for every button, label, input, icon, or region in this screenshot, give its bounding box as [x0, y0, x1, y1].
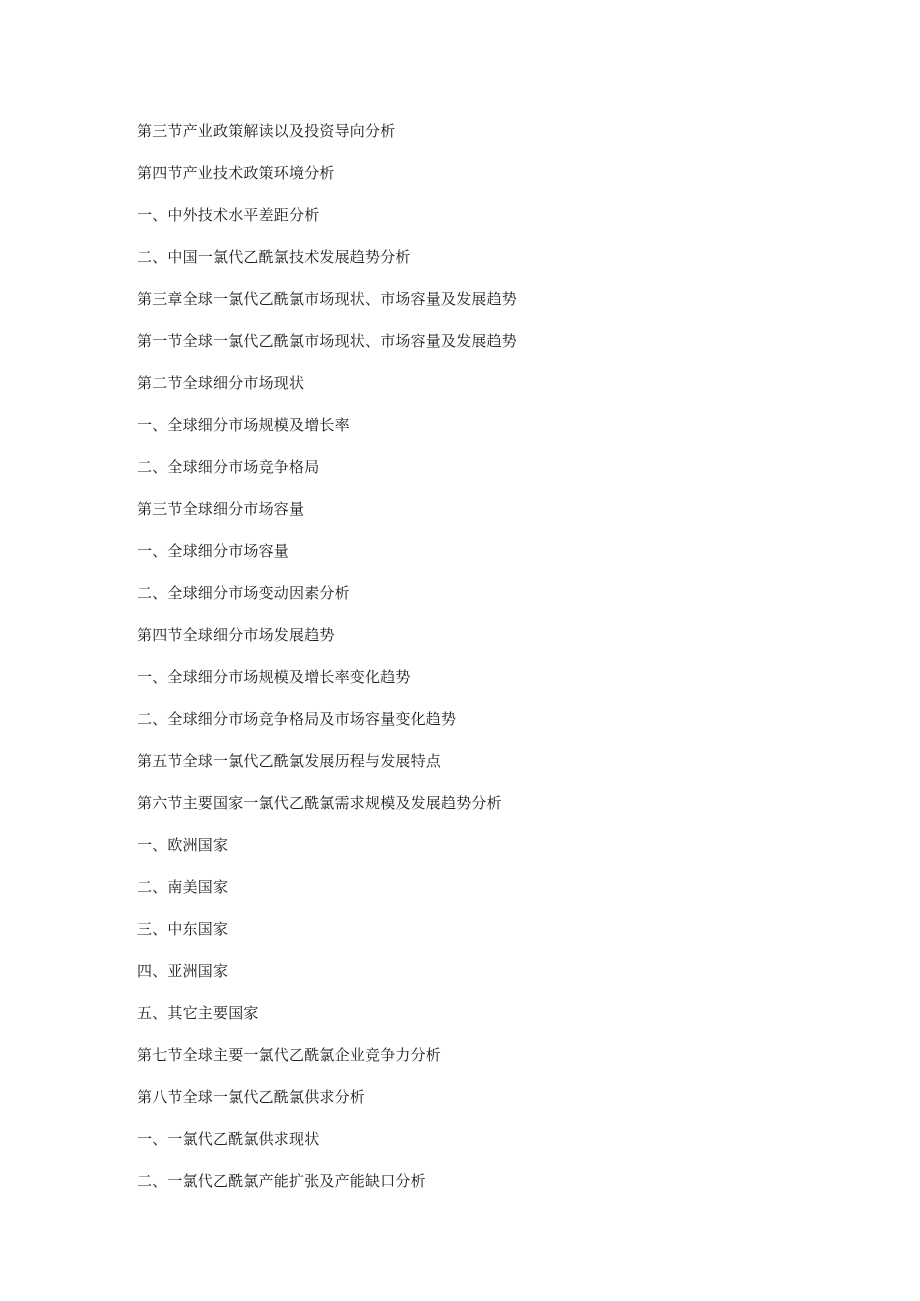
toc-line: 第七节全球主要一氯代乙酰氯企业竞争力分析 — [137, 1046, 442, 1064]
toc-line: 一、全球细分市场规模及增长率变化趋势 — [137, 668, 411, 686]
toc-line: 二、全球细分市场变动因素分析 — [137, 584, 350, 602]
toc-line: 二、一氯代乙酰氯产能扩张及产能缺口分析 — [137, 1172, 426, 1190]
table-of-contents — [137, 119, 517, 1211]
toc-line: 第八节全球一氯代乙酰氯供求分析 — [137, 1088, 366, 1106]
toc-line: 一、中外技术水平差距分析 — [137, 206, 320, 224]
toc-line: 三、中东国家 — [137, 920, 229, 938]
toc-line: 一、全球细分市场规模及增长率 — [137, 416, 350, 434]
toc-line: 第二节全球细分市场现状 — [137, 374, 305, 392]
toc-line: 二、全球细分市场竞争格局及市场容量变化趋势 — [137, 710, 457, 728]
toc-line: 二、全球细分市场竞争格局 — [137, 458, 320, 476]
toc-line: 第一节全球一氯代乙酰氯市场现状、市场容量及发展趋势 — [137, 332, 518, 350]
toc-line: 第六节主要国家一氯代乙酰氯需求规模及发展趋势分析 — [137, 794, 502, 812]
toc-line: 四、亚洲国家 — [137, 962, 229, 980]
toc-line: 第四节产业技术政策环境分析 — [137, 164, 335, 182]
toc-line: 一、一氯代乙酰氯供求现状 — [137, 1130, 320, 1148]
toc-line: 二、中国一氯代乙酰氯技术发展趋势分析 — [137, 248, 411, 266]
toc-line: 第五节全球一氯代乙酰氯发展历程与发展特点 — [137, 752, 442, 770]
toc-line: 二、南美国家 — [137, 878, 229, 896]
toc-line: 一、欧洲国家 — [137, 836, 229, 854]
toc-line: 第三章全球一氯代乙酰氯市场现状、市场容量及发展趋势 — [137, 290, 518, 308]
toc-line: 第三节产业政策解读以及投资导向分析 — [137, 122, 396, 140]
toc-line: 一、全球细分市场容量 — [137, 542, 290, 560]
toc-line: 五、其它主要国家 — [137, 1004, 259, 1022]
toc-line: 第四节全球细分市场发展趋势 — [137, 626, 335, 644]
toc-line: 第三节全球细分市场容量 — [137, 500, 305, 518]
